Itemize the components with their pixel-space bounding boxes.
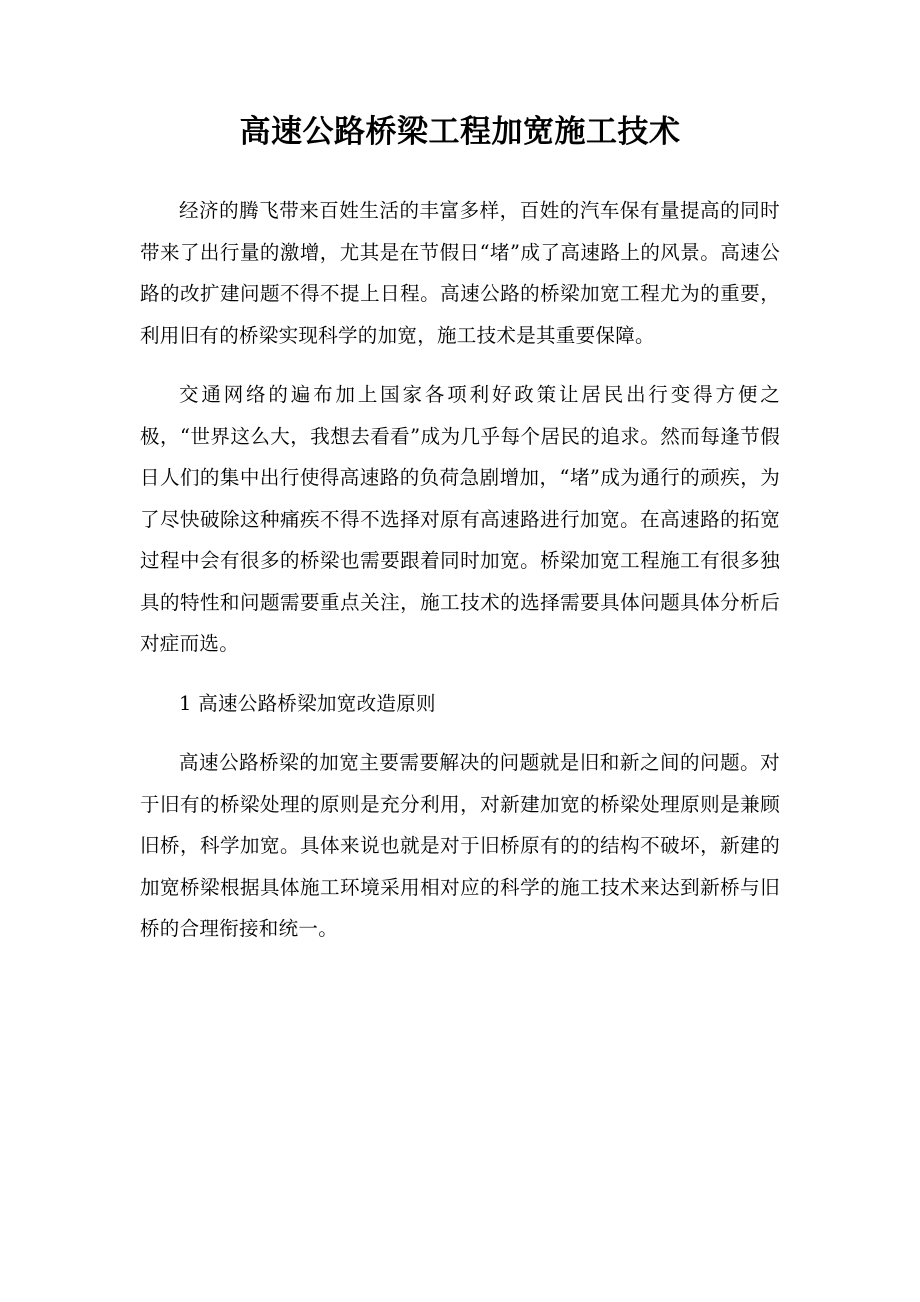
paragraph-background: 交通网络的遍布加上国家各项利好政策让居民出行变得方便之极，“世界这么大，我想去看看”成为几乎每个居民的追求。然而每逢节假日人们的集中出行使得高速路的负荷急剧增加，“堵”成为通行的顽疾，为了尽快破除这种痛疾不得不选择对原有高速路进行加宽。在高速路的拓宽过程中会有很多的桥梁也需要跟着同时加宽。桥梁加宽工程施工有很多独具的特性和问题需要重点关注，施工技术的选择需要具体问题具体分析后对症而选。 xyxy=(140,383,780,655)
document-body xyxy=(140,190,780,950)
document-title: 高速公路桥梁工程加宽施工技术 xyxy=(239,114,681,150)
paragraph-principles: 高速公路桥梁的加宽主要需要解决的问题就是旧和新之间的问题。对于旧有的桥梁处理的原则是充分利用，对新建加宽的桥梁处理原则是兼顾旧桥，科学加宽。具体来说也就是对于旧桥原有的的结构不破坏，新建的加宽桥梁根据具体施工环境采用相对应的科学的施工技术来达到新桥与旧桥的合理衔接和统一。 xyxy=(140,751,780,940)
section-heading: 1 高速公路桥梁加宽改造原则 xyxy=(179,691,436,715)
paragraph-intro: 经济的腾飞带来百姓生活的丰富多样，百姓的汽车保有量提高的同时带来了出行量的激增，尤其是在节假日“堵”成了高速路上的风景。高速公路的改扩建问题不得不提上日程。高速公路的桥梁加宽工程尤为的重要，利用旧有的桥梁实现科学的加宽，施工技术是其重要保障。 xyxy=(140,199,780,347)
